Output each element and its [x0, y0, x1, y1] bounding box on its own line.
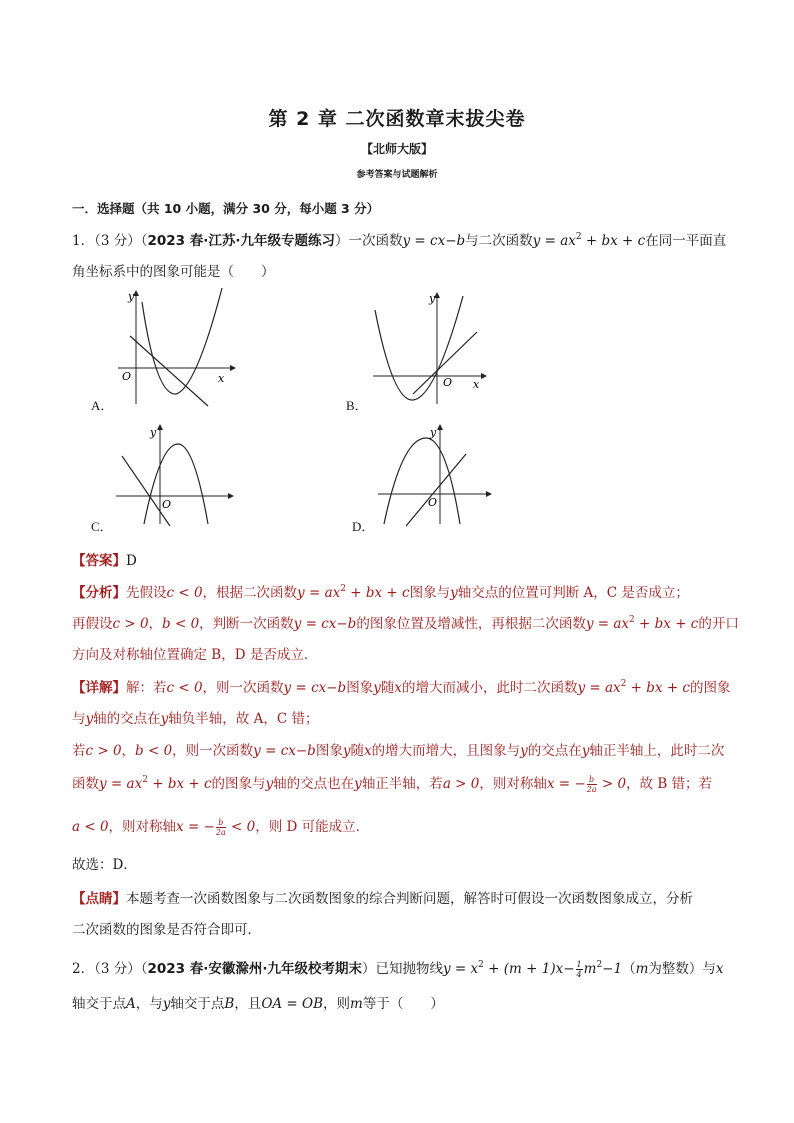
- section-heading: 一．选择题（共 10 小题，满分 30 分，每小题 3 分）: [72, 201, 380, 216]
- q2-source: 2023 春·安徽滁州·九年级校考期末: [147, 961, 363, 977]
- q1-line2: 角坐标系中的图象可能是（ ）: [72, 264, 275, 280]
- graph-d: [372, 424, 498, 528]
- detail-line5: a < 0，则对称轴x = − $\frac{b}{2a}$ < 0，则 D 可能成立．: [72, 818, 370, 837]
- option-b: B．: [346, 398, 368, 413]
- q2-line1: 2．（3 分）（2023 春·安徽滁州·九年级校考期末）已知抛物线$y = x^2 + (m + 1)x-$ $\frac{1}{4}$ $m^2-1(m$为整数）与x: [72, 960, 724, 979]
- page-title: 第 2 章 二次函数章末拔尖卷: [268, 108, 526, 130]
- detail-line2: 与y轴的交点在y轴负半轴，故 A，C 错；: [72, 711, 319, 727]
- svg-text:y: y: [150, 426, 157, 439]
- subtitle: 参考答案与试题解析: [356, 170, 438, 180]
- analysis-line1: 【分析】先假设c < 0，根据二次函数$y = ax^2$ + bx + c图象与y轴交点的位置可判断 A，C 是否成立；: [72, 584, 689, 601]
- option-c: C．: [91, 519, 113, 534]
- graph-a-origin: O: [122, 370, 132, 383]
- analysis-line3: 方向及对称轴位置确定 B，D 是否成立．: [72, 647, 318, 663]
- detail-line1: 【详解】解：若c < 0，则一次函数y = cx−b图象y随x的增大而减小，此时二次函数$y = ax^2$ + bx + c的图象: [72, 679, 731, 696]
- svg-text:O: O: [428, 496, 438, 509]
- q1-source: 2023 春·江苏·九年级专题练习: [147, 233, 336, 249]
- graph-c: [108, 424, 238, 528]
- svg-text:y: y: [430, 426, 437, 439]
- edition-label: 【北师大版】: [360, 142, 433, 156]
- comment-line1: 【点睛】本题考查一次函数图象与二次函数图象的综合判断问题，解答时可假设一次函数图象成立，分析: [72, 891, 693, 907]
- svg-text:O: O: [443, 376, 453, 389]
- graph-a-x-label: x: [218, 372, 225, 385]
- option-d: D．: [352, 519, 375, 534]
- detail-line4: 函数$y = ax^2$ + bx + c的图象与y轴的交点也在y轴正半轴，若a > 0，则对称轴x = − $\frac{b}{2a}$ > 0，故 B 错；若: [72, 775, 713, 794]
- analysis-line2: 再假设c > 0，b < 0，判断一次函数y = cx−b的图象位置及增减性，再根据二次函数$y = ax^2$ + bx + c的开口: [72, 615, 739, 632]
- detail-line3: 若c > 0，b < 0，则一次函数y = cx−b图象y随x的增大而增大，且图象与y的交点在y轴正半轴上，此时二次: [72, 743, 725, 759]
- q1-line1: 1．（3 分）（2023 春·江苏·九年级专题练习）一次函数y = cx−b与二次函数$y = ax^2$ + bx + c在同一平面直: [72, 232, 727, 249]
- svg-text:x: x: [473, 378, 480, 391]
- choice-line: 故选：D．: [72, 857, 137, 873]
- option-a: A．: [91, 398, 114, 413]
- graph-a-y-label: y: [128, 290, 135, 303]
- comment-line2: 二次函数的图象是否符合即可．: [72, 922, 261, 938]
- q2-line2: 轴交于点A，与y轴交于点B，且OA = OB，则m等于（ ）: [72, 996, 444, 1012]
- svg-text:O: O: [162, 498, 172, 511]
- svg-text:y: y: [429, 292, 436, 305]
- graph-a: [108, 288, 238, 410]
- graph-b: [363, 288, 493, 410]
- answer-line: 【答案】D: [72, 553, 137, 569]
